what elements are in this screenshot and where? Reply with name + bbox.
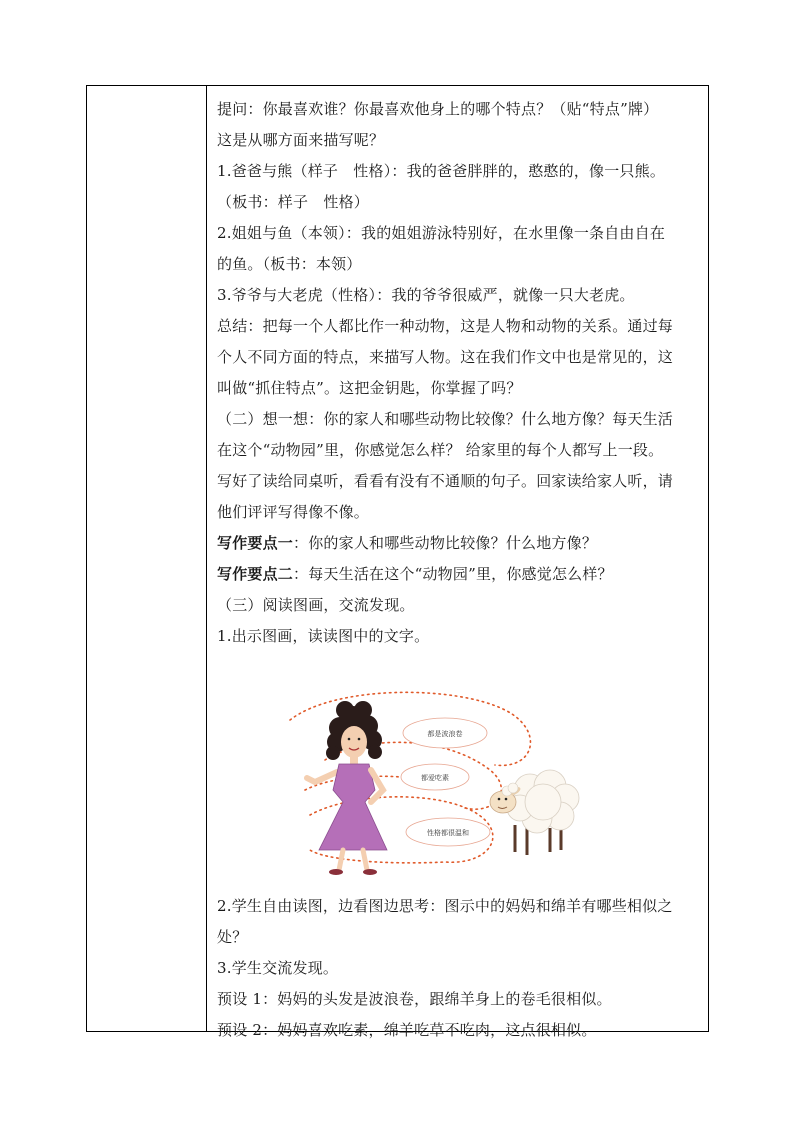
text-line: 1.出示图画，读读图中的文字。 bbox=[217, 627, 430, 645]
mother-figure bbox=[307, 701, 387, 875]
text-line: 2.学生自由读图，边看图边思考：图示中的妈妈和绵羊有哪些相似之 bbox=[217, 897, 673, 915]
table-content-cell bbox=[217, 94, 703, 1046]
table-left-column bbox=[87, 86, 207, 1031]
bubble-2 bbox=[401, 764, 469, 790]
text-line: 的鱼。（板书：本领） bbox=[217, 255, 362, 273]
writing-point-1-label: 写作要点一 bbox=[217, 534, 294, 552]
text-line: 总结：把每一个人都比作一种动物，这是人物和动物的关系。通过每 bbox=[217, 317, 674, 335]
text-line: （三）阅读图画，交流发现。 bbox=[217, 596, 415, 614]
text-line: 3.学生交流发现。 bbox=[217, 959, 339, 977]
text-line: 处？ bbox=[217, 928, 248, 946]
writing-point-2 bbox=[217, 559, 703, 590]
text-line: （板书：样子 性格） bbox=[217, 193, 370, 211]
text-line: 写好了读给同桌听，看看有没有不通顺的句子。回家读给家人听，请 bbox=[217, 472, 674, 490]
writing-point-1 bbox=[217, 528, 703, 559]
text-line: 2.姐姐与鱼（本领）：我的姐姐游泳特别好，在水里像一条自由自在 bbox=[217, 224, 666, 242]
lesson-table bbox=[86, 85, 709, 1039]
mother-sheep-illustration bbox=[215, 690, 585, 875]
text-line: 他们评评写得像不像。 bbox=[217, 503, 370, 521]
text-line: 叫做“抓住特点”。这把金钥匙，你掌握了吗？ bbox=[217, 379, 522, 397]
text-line: 3.爷爷与大老虎（性格）：我的爷爷很威严，就像一只大老虎。 bbox=[217, 286, 635, 304]
text-line: （二）想一想：你的家人和哪些动物比较像？什么地方像？每天生活 bbox=[217, 410, 674, 428]
bubble-2-text: 都爱吃素 bbox=[421, 774, 449, 782]
sheep-figure bbox=[490, 770, 579, 855]
text-line: 1.爸爸与熊（样子 性格）：我的爸爸胖胖的，憨憨的，像一只熊。 bbox=[217, 162, 666, 180]
bubble-3-text: 性格都很温和 bbox=[427, 829, 469, 837]
text-line: 在这个“动物园”里，你感觉怎么样？ 给家里的每个人都写上一段。 bbox=[217, 441, 664, 459]
text-line: 提问：你最喜欢谁？你最喜欢他身上的哪个特点？（贴“特点”牌） bbox=[217, 100, 659, 118]
text-line: 预设 2：妈妈喜欢吃素，绵羊吃草不吃肉，这点很相似。 bbox=[217, 1021, 597, 1039]
writing-point-1-text: ：你的家人和哪些动物比较像？什么地方像？ bbox=[293, 534, 598, 552]
text-line: 预设 1：妈妈的头发是波浪卷，跟绵羊身上的卷毛很相似。 bbox=[217, 990, 612, 1008]
bubble-3 bbox=[406, 818, 490, 846]
text-line: 这是从哪方面来描写呢？ bbox=[217, 131, 385, 149]
bubble-1 bbox=[403, 718, 487, 748]
writing-point-2-text: ：每天生活在这个“动物园”里，你感觉怎么样？ bbox=[293, 565, 613, 583]
text-line: 个人不同方面的特点，来描写人物。这在我们作文中也是常见的，这 bbox=[217, 348, 674, 366]
bubble-1-text: 都是波浪卷 bbox=[427, 730, 463, 738]
writing-point-2-label: 写作要点二 bbox=[217, 565, 294, 583]
